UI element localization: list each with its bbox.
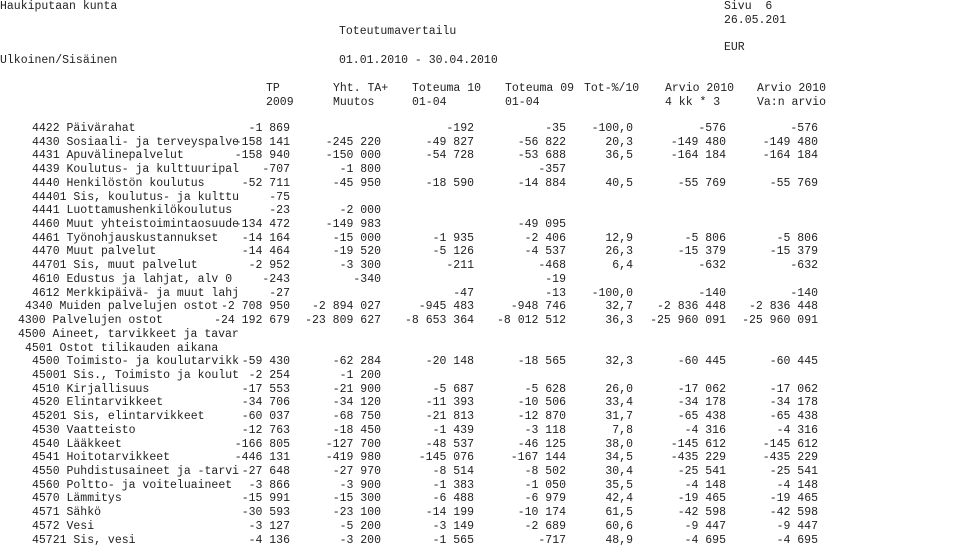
value-cell: -468 <box>538 259 566 273</box>
value-cell: 38,0 <box>605 437 633 451</box>
account-label: 4461 Työnohjauskustannukset <box>32 231 219 245</box>
value-cell: -18 565 <box>517 355 566 369</box>
account-label: 45001 Sis., Toimisto ja koulut <box>32 368 240 382</box>
value-cell: -8 012 512 <box>496 314 566 328</box>
value-cell: -192 <box>446 122 474 135</box>
account-label: 4550 Puhdistusaineet ja -tarvi <box>32 465 240 478</box>
value-cell: -25 960 091 <box>742 314 818 328</box>
value-cell: 36,3 <box>605 314 633 328</box>
value-cell: 36,5 <box>605 149 633 163</box>
value-cell: -149 983 <box>325 218 381 232</box>
value-cell: -1 935 <box>432 231 474 245</box>
value-cell: -5 126 <box>432 245 474 259</box>
value-cell: -42 598 <box>677 506 726 520</box>
value-cell: -15 379 <box>677 245 726 259</box>
col-header-pct: Tot-%/10 <box>584 82 640 95</box>
value-cell: -945 483 <box>418 300 474 314</box>
value-cell: -14 464 <box>241 245 290 259</box>
value-cell: -65 438 <box>677 410 726 424</box>
value-cell: -166 805 <box>234 437 290 451</box>
account-label: 4441 Luottamushenkilökoulutus <box>32 204 233 218</box>
value-cell: -245 220 <box>325 135 381 149</box>
account-label: 4501 Ostot tilikauden aikana <box>25 341 219 355</box>
table-row <box>0 465 960 479</box>
value-cell: -4 148 <box>776 478 818 492</box>
account-label: 4520 Elintarvikkeet <box>32 396 164 410</box>
table-row <box>0 163 960 177</box>
value-cell: -1 800 <box>339 163 381 177</box>
value-cell: -4 316 <box>684 423 726 437</box>
value-cell: -25 960 091 <box>650 314 726 328</box>
value-cell: -23 100 <box>332 506 381 520</box>
col-header-est-b-sub: Va:n arvio <box>757 96 827 109</box>
value-cell: -4 136 <box>248 533 290 547</box>
value-cell: -60 037 <box>241 410 290 424</box>
account-label: 45721 Sis, vesi <box>32 533 136 547</box>
value-cell: -75 <box>269 190 290 204</box>
value-cell: 31,7 <box>605 410 633 424</box>
value-cell: -60 445 <box>769 355 818 369</box>
value-cell: -3 127 <box>248 519 290 533</box>
account-label: 4439 Koulutus- ja kulttuuripal <box>32 163 240 177</box>
account-label: 4571 Sähkö <box>32 506 102 520</box>
value-cell: -5 200 <box>339 519 381 533</box>
value-cell: -243 <box>262 272 290 286</box>
value-cell: -47 <box>453 286 474 300</box>
value-cell: -17 062 <box>677 382 726 396</box>
value-cell: -20 148 <box>425 355 474 369</box>
value-cell: -14 164 <box>241 231 290 245</box>
account-label: 4572 Vesi <box>32 519 95 533</box>
value-cell: -576 <box>790 122 818 135</box>
value-cell: -145 612 <box>762 437 818 451</box>
table-row <box>0 287 960 301</box>
value-cell: 60,6 <box>605 519 633 533</box>
table-row <box>0 232 960 246</box>
value-cell: -17 553 <box>241 382 290 396</box>
value-cell: -1 383 <box>432 478 474 492</box>
account-label: 44701 Sis, muut palvelut <box>32 259 198 273</box>
value-cell: -4 695 <box>776 533 818 547</box>
value-cell: -149 480 <box>762 135 818 149</box>
value-cell: -59 430 <box>241 355 290 369</box>
value-cell: -6 979 <box>524 492 566 506</box>
value-cell: -164 184 <box>670 149 726 163</box>
value-cell: -14 199 <box>425 506 474 520</box>
value-cell: -3 118 <box>524 423 566 437</box>
value-cell: -12 870 <box>517 410 566 424</box>
value-cell: -632 <box>790 259 818 273</box>
account-label: 4612 Merkkipäivä- ja muut lahj <box>32 286 240 300</box>
report-date: 26.05.201 <box>724 14 787 27</box>
table-row <box>0 149 960 163</box>
value-cell: -21 900 <box>332 382 381 396</box>
value-cell: -140 <box>790 286 818 300</box>
value-cell: 6,4 <box>612 259 633 273</box>
table-row <box>0 191 960 205</box>
account-label: 4541 Hoitotarvikkeet <box>32 451 171 465</box>
col-header-budget-sub: Muutos <box>333 96 375 109</box>
value-cell: -435 229 <box>762 451 818 465</box>
value-cell: -100,0 <box>591 122 633 135</box>
value-cell: -46 125 <box>517 437 566 451</box>
value-cell: -21 813 <box>425 410 474 424</box>
value-cell: 30,4 <box>605 465 633 478</box>
value-cell: -17 062 <box>769 382 818 396</box>
value-cell: -34 706 <box>241 396 290 410</box>
value-cell: -27 <box>269 286 290 300</box>
table-row <box>0 479 960 493</box>
value-cell: -3 300 <box>339 259 381 273</box>
value-cell: -27 970 <box>332 465 381 478</box>
col-header-est-a: Arvio 2010 <box>665 82 735 95</box>
col-header-tp: TP <box>266 82 280 95</box>
value-cell: -34 178 <box>677 396 726 410</box>
value-cell: -25 541 <box>769 465 818 478</box>
account-label: 4422 Päivärahat <box>32 122 136 135</box>
table-row <box>0 245 960 259</box>
value-cell: -18 450 <box>332 423 381 437</box>
value-cell: -53 688 <box>517 149 566 163</box>
value-cell: -2 836 448 <box>748 300 818 314</box>
page-number: Sivu 6 <box>724 0 773 13</box>
account-label: 4340 Muiden palvelujen ostot <box>25 300 219 314</box>
value-cell: -60 445 <box>677 355 726 369</box>
table-row <box>0 492 960 506</box>
value-cell: -100,0 <box>591 286 633 300</box>
value-cell: -3 149 <box>432 519 474 533</box>
value-cell: -3 866 <box>248 478 290 492</box>
value-cell: 48,9 <box>605 533 633 547</box>
account-label: 4560 Poltto- ja voiteluaineet <box>32 478 233 492</box>
value-cell: -134 472 <box>234 218 290 232</box>
value-cell: 7,8 <box>612 423 633 437</box>
value-cell: -13 <box>545 286 566 300</box>
currency-label: EUR <box>724 41 745 54</box>
value-cell: -24 192 679 <box>214 314 290 328</box>
value-cell: -19 465 <box>677 492 726 506</box>
account-label: 4440 Henkilöstön koulutus <box>32 176 205 190</box>
value-cell: -34 120 <box>332 396 381 410</box>
value-cell: -2 254 <box>248 368 290 382</box>
value-cell: -1 200 <box>339 368 381 382</box>
value-cell: -12 763 <box>241 423 290 437</box>
value-cell: -2 836 448 <box>656 300 726 314</box>
table-row <box>0 424 960 438</box>
col-header-actual10-sub: 01-04 <box>412 96 447 109</box>
value-cell: 32,3 <box>605 355 633 369</box>
scope-label: Ulkoinen/Sisäinen <box>0 54 118 67</box>
table-row <box>0 273 960 287</box>
table-row <box>0 410 960 424</box>
account-label: 4500 Aineet, tarvikkeet ja tavar <box>18 327 239 341</box>
value-cell: -8 514 <box>432 465 474 478</box>
value-cell: 33,4 <box>605 396 633 410</box>
table-row <box>0 520 960 534</box>
value-cell: -49 827 <box>425 135 474 149</box>
value-cell: -42 598 <box>769 506 818 520</box>
value-cell: -167 144 <box>510 451 566 465</box>
value-cell: -19 465 <box>769 492 818 506</box>
value-cell: -1 565 <box>432 533 474 547</box>
value-cell: -45 950 <box>332 176 381 190</box>
table-row <box>0 355 960 369</box>
value-cell: -158 141 <box>234 135 290 149</box>
value-cell: -1 439 <box>432 423 474 437</box>
table-row <box>0 218 960 232</box>
account-label: 4470 Muut palvelut <box>32 245 157 259</box>
value-cell: -10 506 <box>517 396 566 410</box>
value-cell: -5 687 <box>432 382 474 396</box>
value-cell: -2 894 027 <box>311 300 381 314</box>
value-cell: -1 050 <box>524 478 566 492</box>
value-cell: -419 980 <box>325 451 381 465</box>
value-cell: -2 689 <box>524 519 566 533</box>
value-cell: 35,5 <box>605 478 633 492</box>
col-header-budget: Yht. TA+ <box>333 82 389 95</box>
account-label: 4430 Sosiaali- ja terveyspalve <box>32 135 240 149</box>
table-row <box>0 383 960 397</box>
value-cell: -5 806 <box>684 231 726 245</box>
value-cell: -49 095 <box>517 218 566 232</box>
value-cell: -340 <box>353 272 381 286</box>
value-cell: -19 520 <box>332 245 381 259</box>
value-cell: -34 178 <box>769 396 818 410</box>
table-row <box>0 438 960 452</box>
value-cell: -140 <box>698 286 726 300</box>
value-cell: -15 300 <box>332 492 381 506</box>
col-header-actual10: Toteuma 10 <box>412 82 482 95</box>
value-cell: -2 952 <box>248 259 290 273</box>
value-cell: -2 708 950 <box>220 300 290 314</box>
value-cell: -2 406 <box>524 231 566 245</box>
value-cell: 40,5 <box>605 176 633 190</box>
value-cell: -27 648 <box>241 465 290 478</box>
value-cell: 20,3 <box>605 135 633 149</box>
value-cell: -3 200 <box>339 533 381 547</box>
value-cell: -25 541 <box>677 465 726 478</box>
value-cell: -127 700 <box>325 437 381 451</box>
value-cell: -632 <box>698 259 726 273</box>
col-header-est-b: Arvio 2010 <box>757 82 827 95</box>
account-label: 4500 Toimisto- ja koulutarvikk <box>32 355 240 369</box>
value-cell: -52 711 <box>241 176 290 190</box>
value-cell: -35 <box>545 122 566 135</box>
table-row <box>0 300 960 314</box>
value-cell: -4 695 <box>684 533 726 547</box>
value-cell: -446 131 <box>234 451 290 465</box>
value-cell: -15 991 <box>241 492 290 506</box>
period-label: 01.01.2010 - 30.04.2010 <box>339 54 498 67</box>
value-cell: -18 590 <box>425 176 474 190</box>
value-cell: -211 <box>446 259 474 273</box>
value-cell: -14 884 <box>517 176 566 190</box>
value-cell: -5 628 <box>524 382 566 396</box>
value-cell: -149 480 <box>670 135 726 149</box>
value-cell: -56 822 <box>517 135 566 149</box>
table-row <box>0 259 960 273</box>
value-cell: -23 <box>269 204 290 218</box>
table-row <box>0 177 960 191</box>
value-cell: -707 <box>262 163 290 177</box>
account-label: 4300 Palvelujen ostot <box>18 314 163 328</box>
value-cell: -9 447 <box>684 519 726 533</box>
account-label: 4431 Apuvälinepalvelut <box>32 149 184 163</box>
col-header-actual09-sub: 01-04 <box>505 96 540 109</box>
value-cell: 26,0 <box>605 382 633 396</box>
value-cell: 12,9 <box>605 231 633 245</box>
account-label: 45201 Sis, elintarvikkeet <box>32 410 205 424</box>
value-cell: 34,5 <box>605 451 633 465</box>
col-header-actual09: Toteuma 09 <box>505 82 575 95</box>
value-cell: -1 869 <box>248 122 290 135</box>
value-cell: -15 000 <box>332 231 381 245</box>
value-cell: -55 769 <box>677 176 726 190</box>
table-row <box>0 451 960 465</box>
value-cell: -48 537 <box>425 437 474 451</box>
account-label: 4530 Vaatteisto <box>32 423 136 437</box>
value-cell: -11 393 <box>425 396 474 410</box>
value-cell: -158 940 <box>234 149 290 163</box>
account-label: 44401 Sis, koulutus- ja kulttu <box>32 190 240 204</box>
value-cell: -717 <box>538 533 566 547</box>
value-cell: -9 447 <box>776 519 818 533</box>
value-cell: -164 184 <box>762 149 818 163</box>
value-cell: -948 746 <box>510 300 566 314</box>
org-name: Haukiputaan kunta <box>0 0 118 13</box>
table-row <box>0 369 960 383</box>
value-cell: -19 <box>545 272 566 286</box>
value-cell: 61,5 <box>605 506 633 520</box>
report-title: Toteutumavertailu <box>339 25 457 38</box>
table-row <box>0 328 960 342</box>
value-cell: -150 000 <box>325 149 381 163</box>
value-cell: -3 900 <box>339 478 381 492</box>
value-cell: -15 379 <box>769 245 818 259</box>
value-cell: -576 <box>698 122 726 135</box>
value-cell: -4 537 <box>524 245 566 259</box>
value-cell: -30 593 <box>241 506 290 520</box>
value-cell: -4 148 <box>684 478 726 492</box>
value-cell: -145 612 <box>670 437 726 451</box>
value-cell: 32,7 <box>605 300 633 314</box>
value-cell: -357 <box>538 163 566 177</box>
table-row <box>0 396 960 410</box>
table-row <box>0 122 960 136</box>
value-cell: -5 806 <box>776 231 818 245</box>
account-label: 4610 Edustus ja lahjat, alv 0 <box>32 272 233 286</box>
value-cell: -145 076 <box>418 451 474 465</box>
value-cell: -54 728 <box>425 149 474 163</box>
account-label: 4460 Muut yhteistoimintaosuude <box>32 218 240 232</box>
value-cell: -62 284 <box>332 355 381 369</box>
value-cell: -2 000 <box>339 204 381 218</box>
col-header-est-a-sub: 4 kk * 3 <box>665 96 721 109</box>
value-cell: -8 653 364 <box>404 314 474 328</box>
account-label: 4570 Lämmitys <box>32 492 122 506</box>
value-cell: -68 750 <box>332 410 381 424</box>
account-label: 4540 Lääkkeet <box>32 437 122 451</box>
value-cell: 42,4 <box>605 492 633 506</box>
value-cell: -6 488 <box>432 492 474 506</box>
table-row <box>0 136 960 150</box>
value-cell: 26,3 <box>605 245 633 259</box>
account-label: 4510 Kirjallisuus <box>32 382 150 396</box>
col-header-tp-sub: 2009 <box>266 96 294 109</box>
table-row <box>0 342 960 356</box>
table-row <box>0 314 960 328</box>
value-cell: -65 438 <box>769 410 818 424</box>
value-cell: -23 809 627 <box>305 314 381 328</box>
value-cell: -8 502 <box>524 465 566 478</box>
value-cell: -10 174 <box>517 506 566 520</box>
value-cell: -435 229 <box>670 451 726 465</box>
value-cell: -55 769 <box>769 176 818 190</box>
table-row <box>0 506 960 520</box>
table-row <box>0 204 960 218</box>
value-cell: -4 316 <box>776 423 818 437</box>
